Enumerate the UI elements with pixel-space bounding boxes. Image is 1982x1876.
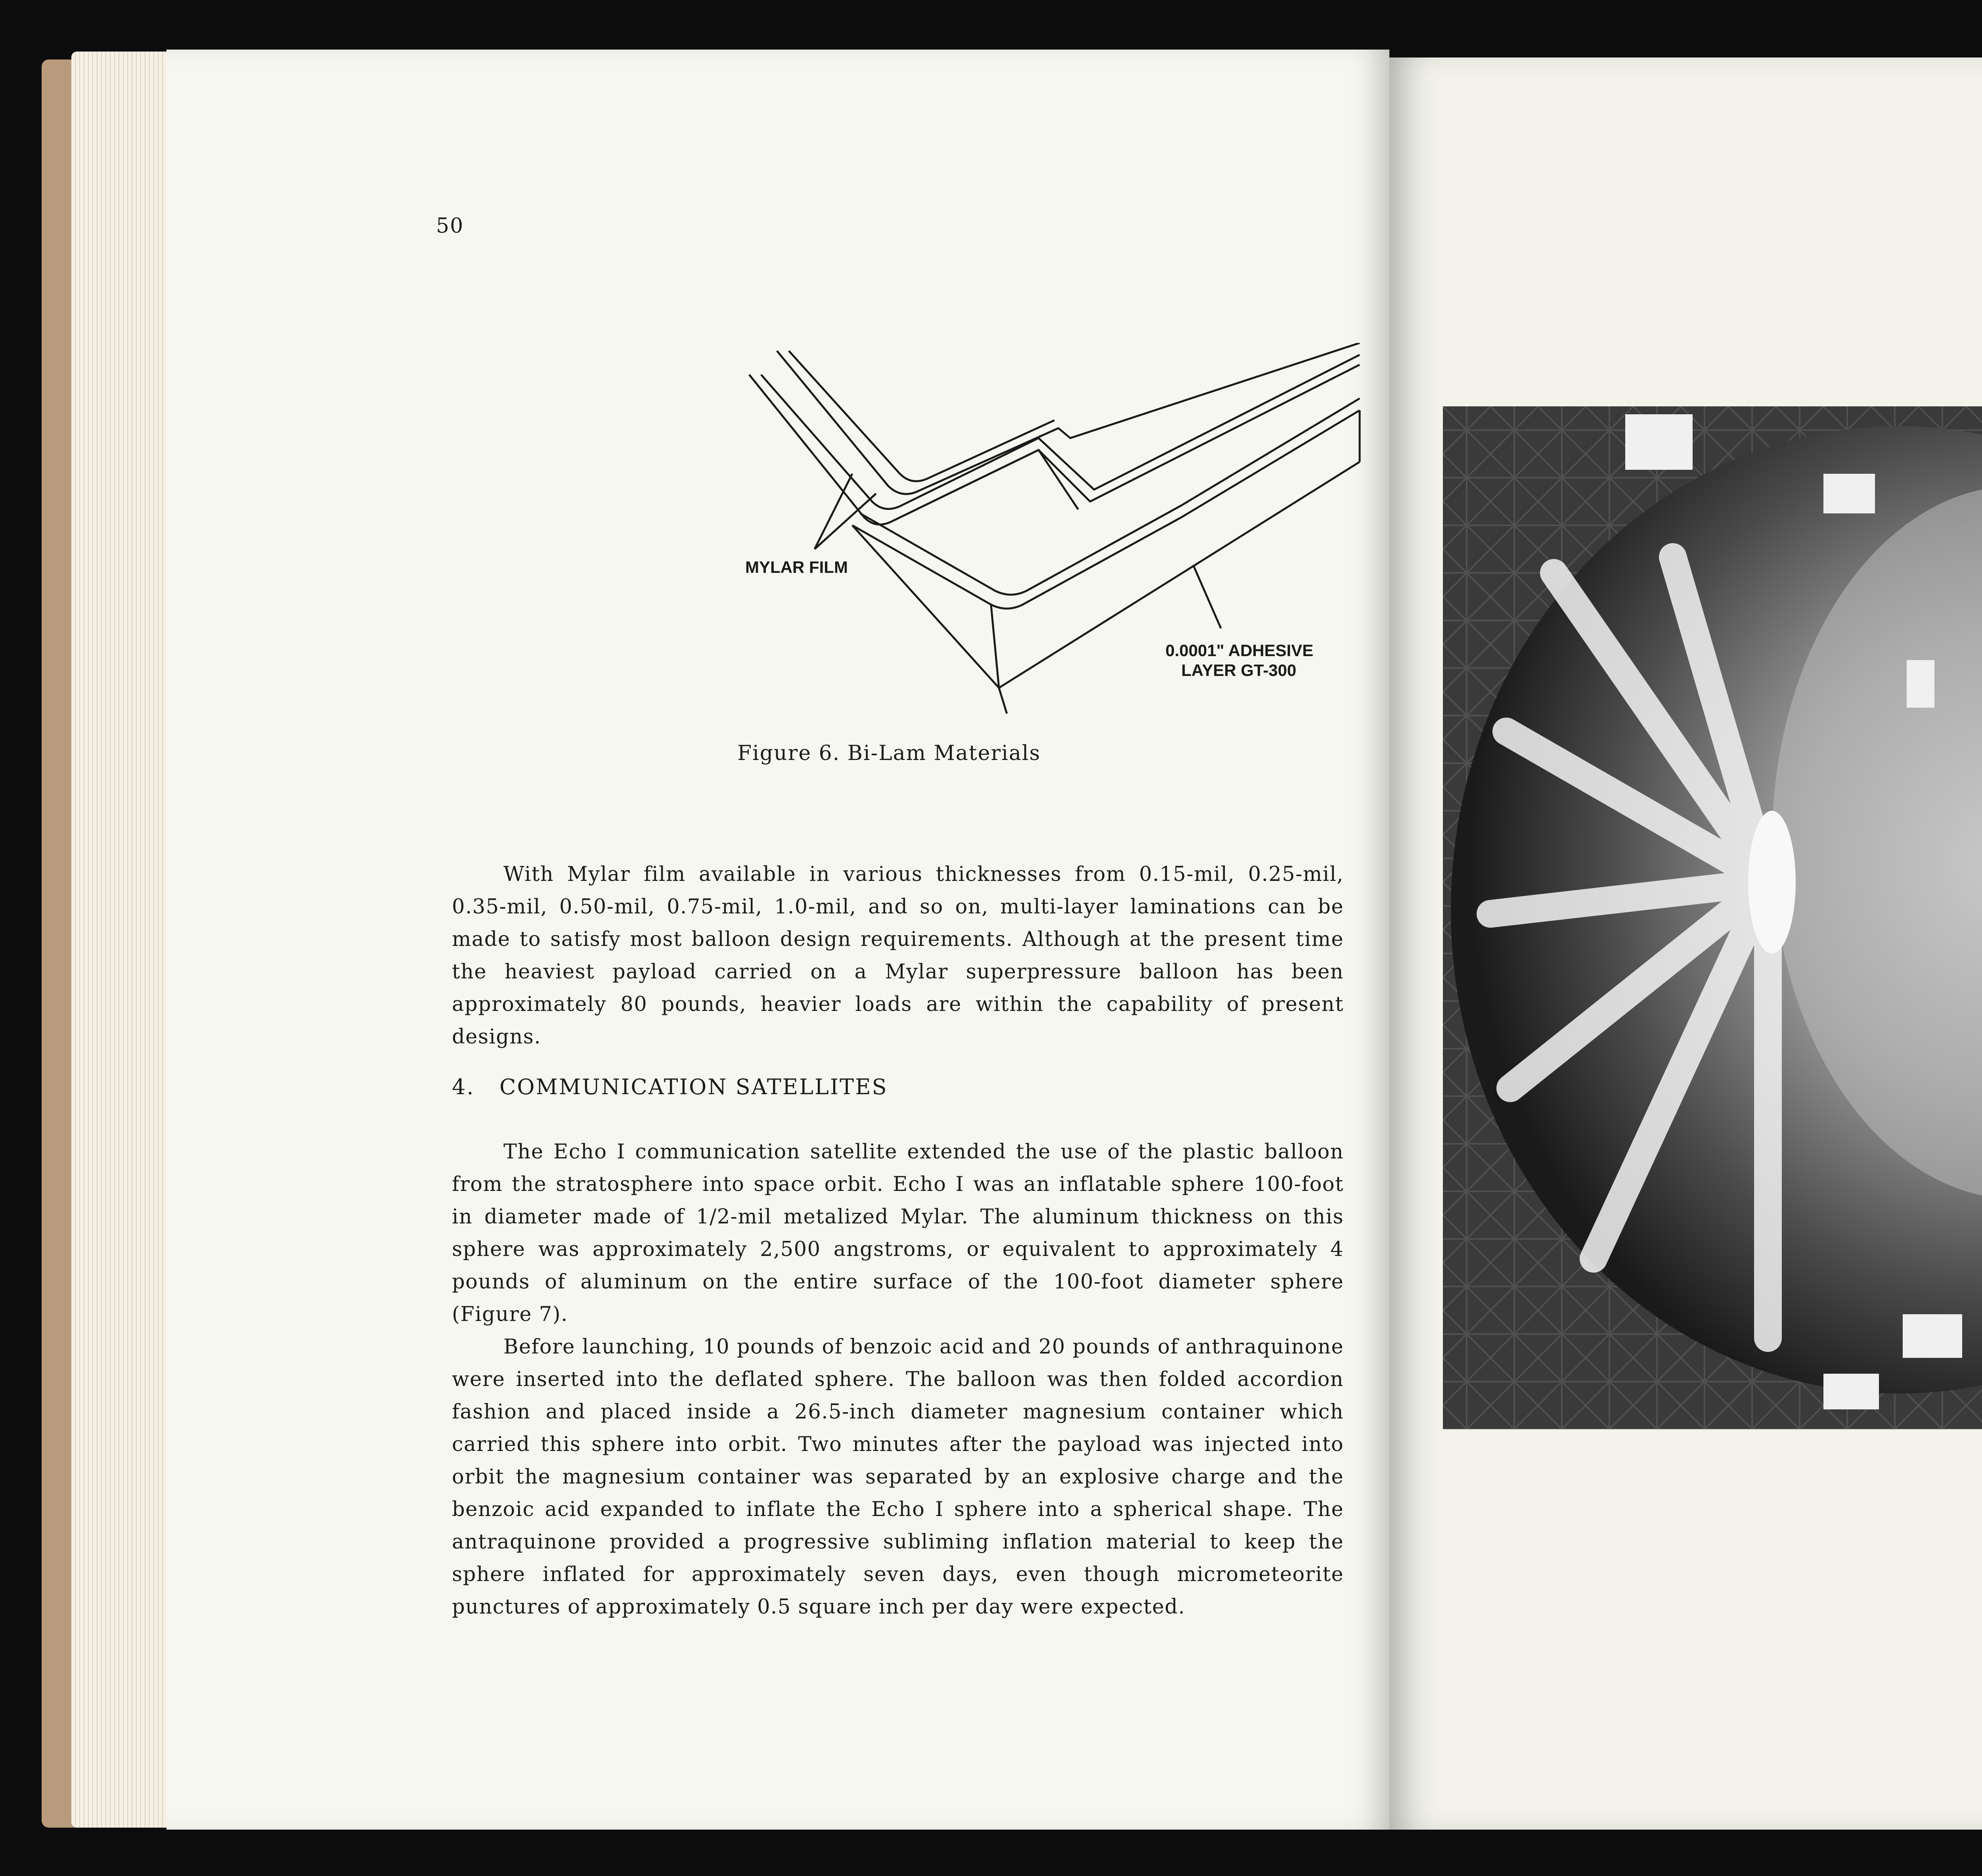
label-mylar-film: MYLAR FILM <box>745 558 848 576</box>
left-page <box>166 50 1389 1830</box>
section-number: 4. <box>452 1074 475 1099</box>
echo-sphere-photo <box>1443 406 1982 1429</box>
page-number-left: 50 <box>436 214 464 238</box>
paragraph-3: Before launching, 10 pounds of benzoic acid and 20 pounds of anthraquinone were inserted into the deflated sphere. The balloon was then folded accordion fashion and placed inside a 26.5-inch diameter magnesium container which carried this sphere into orbit. Two minutes after the payload was injected into orbit the magnesium container was separated by an explosive charge and the benzoic acid expanded to inflate the Echo I sphere into a spherical shape. The antraquinone provided a progressive subliming inflation material to keep the sphere inflated for approximately seven days, even though micrometeorite punctures of approximately 0.5 square inch per day were expected. <box>452 1335 1344 1619</box>
figure-6-caption: Figure 6. Bi-Lam Materials <box>737 741 1041 765</box>
section-title: COMMUNICATION SATELLITES <box>499 1074 888 1099</box>
paragraph-mylar-thickness <box>452 858 1344 1053</box>
label-adhesive-line-1: 0.0001" ADHESIVE <box>1165 641 1314 660</box>
paragraph-2: The Echo I communication satellite extended the use of the plastic balloon from the stratosphere into space orbit. Echo I was an inflatable sphere 100-foot in diameter made of 1/2-mil metalized Mylar. The aluminum thickness on this sphere was approximately 2,500 angstroms, or equivalent to approximately 4 pounds of aluminum on the entire surface of the 100-foot diameter sphere (Figure 7). <box>452 1140 1344 1326</box>
label-adhesive-line-2: LAYER GT-300 <box>1181 661 1297 680</box>
paragraph-echo-satellite <box>452 1136 1344 1623</box>
paragraph-1: With Mylar film available in various thicknesses from 0.15-mil, 0.25-mil, 0.35-mil, 0.50-mil, 0.75-mil, 1.0-mil, and so on, multi-layer laminations can be made to satisfy most balloon design requirements. Although at the present time the heaviest payload carried on a Mylar superpressure balloon has been approximately 80 pounds, heavier loads are within the capability of present designs. <box>452 863 1344 1049</box>
section-heading <box>452 1074 888 1099</box>
bi-lam-diagram <box>745 343 1372 724</box>
